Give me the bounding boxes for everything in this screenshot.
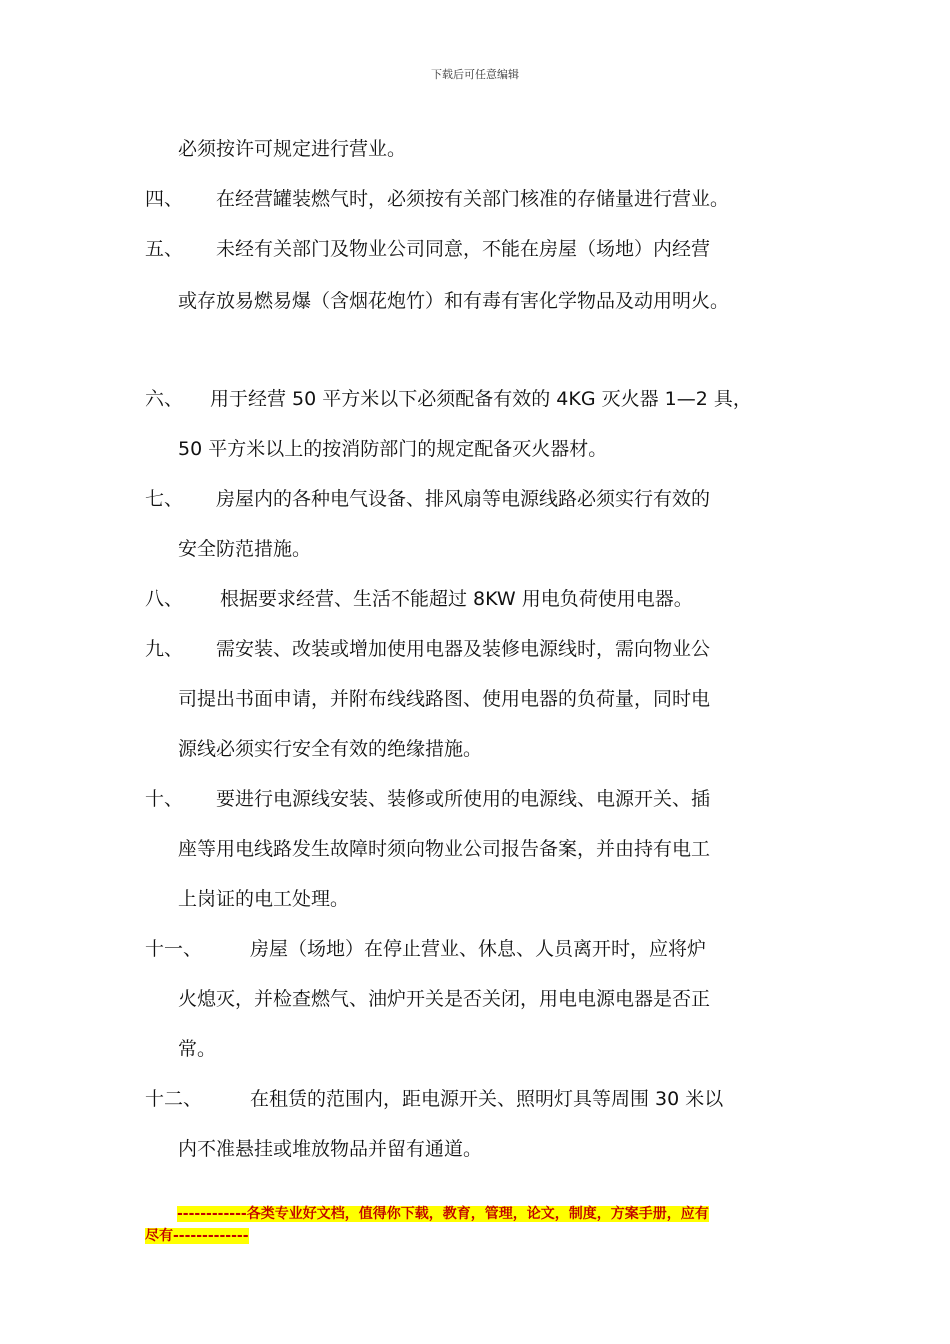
item-line: 内不准悬挂或堆放物品并留有通道。 — [178, 1138, 483, 1160]
item-line: 源线必须实行安全有效的绝缘措施。 — [178, 738, 483, 760]
item-line: 要进行电源线安装、装修或所使用的电源线、电源开关、插 — [216, 788, 711, 810]
item-number: 五、 — [145, 238, 184, 260]
item-line: 上岗证的电工处理。 — [178, 888, 350, 910]
item-line: 在经营罐装燃气时，必须按有关部门核准的存储量进行营业。 — [216, 188, 730, 210]
item-number: 九、 — [145, 638, 184, 660]
item-number: 十二、 — [145, 1088, 203, 1110]
item-line: 在租赁的范围内，距电源开关、照明灯具等周围 30 米以 — [250, 1088, 724, 1110]
item-number: 八、 — [145, 588, 184, 610]
item-number: 十一、 — [145, 938, 203, 960]
item-line: 用于经营 50 平方米以下必须配备有效的 4KG 灭火器 1—2 具， — [210, 388, 752, 410]
item-number: 七、 — [145, 488, 184, 510]
footer-text-line-1: ------------各类专业好文档，值得你下载，教育，管理，论文，制度，方案手册，应有 — [177, 1206, 709, 1222]
item-line: 房屋（场地）在停止营业、休息、人员离开时，应将炉 — [250, 938, 707, 960]
item-line: 房屋内的各种电气设备、排风扇等电源线路必须实行有效的 — [216, 488, 711, 510]
item-line: 安全防范措施。 — [178, 538, 312, 560]
item-line: 必须按许可规定进行营业。 — [178, 138, 407, 160]
item-line: 司提出书面申请，并附布线线路图、使用电器的负荷量，同时电 — [178, 688, 711, 710]
item-line: 或存放易燃易爆（含烟花炮竹）和有毒有害化学物品及动用明火。 — [178, 290, 730, 312]
item-line: 需安装、改装或增加使用电器及装修电源线时，需向物业公 — [216, 638, 711, 660]
item-number: 十、 — [145, 788, 184, 810]
item-line: 火熄灭，并检查燃气、油炉开关是否关闭，用电电源电器是否正 — [178, 988, 711, 1010]
item-line: 根据要求经营、生活不能超过 8KW 用电负荷使用电器。 — [220, 588, 693, 610]
footer-promo — [145, 1203, 810, 1247]
item-number: 四、 — [145, 188, 184, 210]
item-line: 50 平方米以上的按消防部门的规定配备灭火器材。 — [178, 438, 608, 460]
item-number: 六、 — [145, 388, 184, 410]
footer-text-line-2: 尽有------------- — [145, 1228, 249, 1244]
item-line: 常。 — [178, 1038, 217, 1060]
page-header: 下载后可任意编辑 — [431, 68, 519, 81]
item-line: 未经有关部门及物业公司同意，不能在房屋（场地）内经营 — [216, 238, 711, 260]
item-line: 座等用电线路发生故障时须向物业公司报告备案，并由持有电工 — [178, 838, 711, 860]
